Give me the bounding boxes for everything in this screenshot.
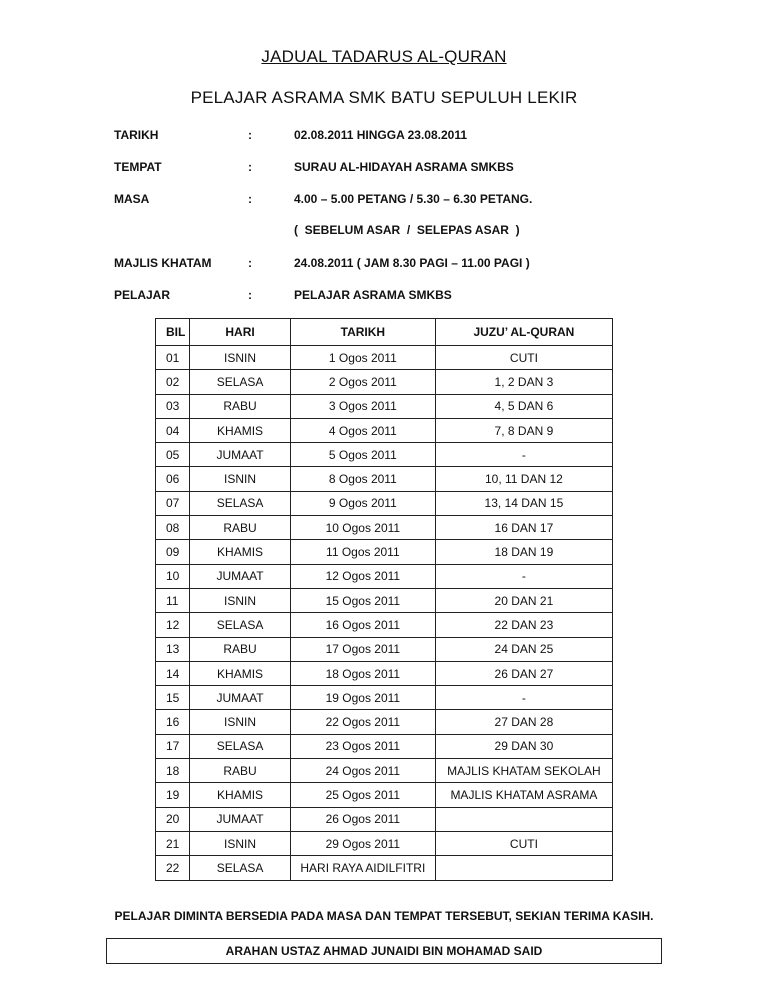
info-value-majlis-khatam: 24.08.2011 ( JAM 8.30 PAGI – 11.00 PAGI ) <box>294 256 530 270</box>
cell-tarikh: 16 Ogos 2011 <box>290 613 435 637</box>
table-row <box>156 540 613 564</box>
cell-hari: ISNIN <box>190 588 291 612</box>
table-row <box>156 588 613 612</box>
cell-hari: SELASA <box>190 856 291 880</box>
cell-bil: 02 <box>156 370 190 394</box>
info-colon: : <box>248 128 252 142</box>
cell-juzu: 29 DAN 30 <box>435 734 612 758</box>
cell-juzu: 20 DAN 21 <box>435 588 612 612</box>
cell-juzu: 13, 14 DAN 15 <box>435 491 612 515</box>
header-bil: BIL <box>156 319 190 346</box>
cell-bil: 10 <box>156 564 190 588</box>
cell-bil: 03 <box>156 394 190 418</box>
header-juzu: JUZU’ AL-QURAN <box>435 319 612 346</box>
cell-tarikh: 26 Ogos 2011 <box>290 807 435 831</box>
cell-bil: 16 <box>156 710 190 734</box>
cell-juzu: - <box>435 564 612 588</box>
info-colon: : <box>248 160 252 174</box>
table-row <box>156 613 613 637</box>
cell-tarikh: 5 Ogos 2011 <box>290 443 435 467</box>
info-label-tarikh: TARIKH <box>114 128 159 142</box>
schedule-body <box>156 346 613 881</box>
cell-tarikh: 29 Ogos 2011 <box>290 831 435 855</box>
cell-hari: SELASA <box>190 491 291 515</box>
info-label-masa: MASA <box>114 192 150 206</box>
cell-juzu <box>435 807 612 831</box>
table-row <box>156 686 613 710</box>
info-value-tempat: SURAU AL-HIDAYAH ASRAMA SMKBS <box>294 160 514 174</box>
cell-hari: JUMAAT <box>190 686 291 710</box>
table-row <box>156 394 613 418</box>
info-colon: : <box>248 288 252 302</box>
cell-tarikh: 15 Ogos 2011 <box>290 588 435 612</box>
cell-tarikh: 11 Ogos 2011 <box>290 540 435 564</box>
cell-hari: KHAMIS <box>190 661 291 685</box>
cell-tarikh: 8 Ogos 2011 <box>290 467 435 491</box>
table-row <box>156 734 613 758</box>
cell-juzu: 4, 5 DAN 6 <box>435 394 612 418</box>
cell-hari: RABU <box>190 759 291 783</box>
cell-bil: 19 <box>156 783 190 807</box>
cell-bil: 06 <box>156 467 190 491</box>
cell-bil: 07 <box>156 491 190 515</box>
cell-juzu <box>435 856 612 880</box>
info-colon: : <box>248 192 252 206</box>
cell-bil: 08 <box>156 516 190 540</box>
cell-bil: 14 <box>156 661 190 685</box>
cell-tarikh: 12 Ogos 2011 <box>290 564 435 588</box>
cell-hari: RABU <box>190 637 291 661</box>
cell-tarikh: HARI RAYA AIDILFITRI <box>290 856 435 880</box>
table-row <box>156 491 613 515</box>
cell-tarikh: 3 Ogos 2011 <box>290 394 435 418</box>
info-colon: : <box>248 256 252 270</box>
cell-hari: RABU <box>190 394 291 418</box>
table-row <box>156 564 613 588</box>
cell-juzu: 7, 8 DAN 9 <box>435 418 612 442</box>
cell-juzu: 27 DAN 28 <box>435 710 612 734</box>
closing-note: PELAJAR DIMINTA BERSEDIA PADA MASA DAN TEMPAT TERSEBUT, SEKIAN TERIMA KASIH. <box>114 909 654 923</box>
cell-juzu: 24 DAN 25 <box>435 637 612 661</box>
cell-tarikh: 24 Ogos 2011 <box>290 759 435 783</box>
cell-hari: JUMAAT <box>190 443 291 467</box>
cell-tarikh: 9 Ogos 2011 <box>290 491 435 515</box>
info-label-pelajar: PELAJAR <box>114 288 171 302</box>
info-label-tempat: TEMPAT <box>114 160 162 174</box>
cell-juzu: CUTI <box>435 346 612 370</box>
cell-juzu: 16 DAN 17 <box>435 516 612 540</box>
cell-bil: 21 <box>156 831 190 855</box>
cell-juzu: 18 DAN 19 <box>435 540 612 564</box>
cell-juzu: 26 DAN 27 <box>435 661 612 685</box>
cell-tarikh: 17 Ogos 2011 <box>290 637 435 661</box>
table-row <box>156 759 613 783</box>
table-row <box>156 661 613 685</box>
cell-bil: 12 <box>156 613 190 637</box>
cell-bil: 17 <box>156 734 190 758</box>
cell-tarikh: 23 Ogos 2011 <box>290 734 435 758</box>
cell-bil: 18 <box>156 759 190 783</box>
table-row <box>156 418 613 442</box>
info-value-masa: 4.00 – 5.00 PETANG / 5.30 – 6.30 PETANG. <box>294 192 533 206</box>
cell-tarikh: 18 Ogos 2011 <box>290 661 435 685</box>
cell-bil: 22 <box>156 856 190 880</box>
cell-hari: KHAMIS <box>190 783 291 807</box>
instruction-box: ARAHAN USTAZ AHMAD JUNAIDI BIN MOHAMAD SAID <box>106 938 662 964</box>
cell-tarikh: 1 Ogos 2011 <box>290 346 435 370</box>
cell-juzu: - <box>435 443 612 467</box>
cell-hari: ISNIN <box>190 831 291 855</box>
cell-hari: KHAMIS <box>190 540 291 564</box>
info-label-majlis-khatam: MAJLIS KHATAM <box>114 256 212 270</box>
cell-hari: SELASA <box>190 613 291 637</box>
cell-tarikh: 4 Ogos 2011 <box>290 418 435 442</box>
cell-tarikh: 10 Ogos 2011 <box>290 516 435 540</box>
cell-bil: 05 <box>156 443 190 467</box>
table-row <box>156 443 613 467</box>
cell-tarikh: 22 Ogos 2011 <box>290 710 435 734</box>
document-title: JADUAL TADARUS AL-QURAN <box>261 47 507 66</box>
cell-hari: SELASA <box>190 734 291 758</box>
cell-hari: ISNIN <box>190 346 291 370</box>
cell-juzu: 22 DAN 23 <box>435 613 612 637</box>
cell-bil: 04 <box>156 418 190 442</box>
info-value-pelajar: PELAJAR ASRAMA SMKBS <box>294 288 452 302</box>
cell-juzu: - <box>435 686 612 710</box>
cell-bil: 13 <box>156 637 190 661</box>
cell-hari: JUMAAT <box>190 564 291 588</box>
table-header-row <box>156 319 613 346</box>
cell-juzu: MAJLIS KHATAM SEKOLAH <box>435 759 612 783</box>
cell-hari: JUMAAT <box>190 807 291 831</box>
cell-bil: 09 <box>156 540 190 564</box>
table-row <box>156 807 613 831</box>
schedule-table <box>155 318 613 881</box>
cell-hari: KHAMIS <box>190 418 291 442</box>
cell-juzu: CUTI <box>435 831 612 855</box>
header-tarikh: TARIKH <box>290 319 435 346</box>
table-row <box>156 516 613 540</box>
info-value-tarikh: 02.08.2011 HINGGA 23.08.2011 <box>294 128 468 142</box>
cell-juzu: 1, 2 DAN 3 <box>435 370 612 394</box>
cell-bil: 11 <box>156 588 190 612</box>
cell-hari: RABU <box>190 516 291 540</box>
cell-bil: 15 <box>156 686 190 710</box>
table-row <box>156 346 613 370</box>
cell-hari: ISNIN <box>190 467 291 491</box>
cell-juzu: MAJLIS KHATAM ASRAMA <box>435 783 612 807</box>
cell-hari: ISNIN <box>190 710 291 734</box>
cell-tarikh: 2 Ogos 2011 <box>290 370 435 394</box>
table-row <box>156 831 613 855</box>
table-row <box>156 856 613 880</box>
table-row <box>156 783 613 807</box>
cell-bil: 01 <box>156 346 190 370</box>
document-subtitle: PELAJAR ASRAMA SMK BATU SEPULUH LEKIR <box>190 88 578 107</box>
table-row <box>156 370 613 394</box>
cell-juzu: 10, 11 DAN 12 <box>435 467 612 491</box>
info-value-masa-note: ( SEBELUM ASAR / SELEPAS ASAR ) <box>294 223 520 237</box>
cell-tarikh: 19 Ogos 2011 <box>290 686 435 710</box>
cell-hari: SELASA <box>190 370 291 394</box>
header-hari: HARI <box>190 319 291 346</box>
cell-bil: 20 <box>156 807 190 831</box>
cell-tarikh: 25 Ogos 2011 <box>290 783 435 807</box>
table-row <box>156 637 613 661</box>
table-row <box>156 710 613 734</box>
table-row <box>156 467 613 491</box>
